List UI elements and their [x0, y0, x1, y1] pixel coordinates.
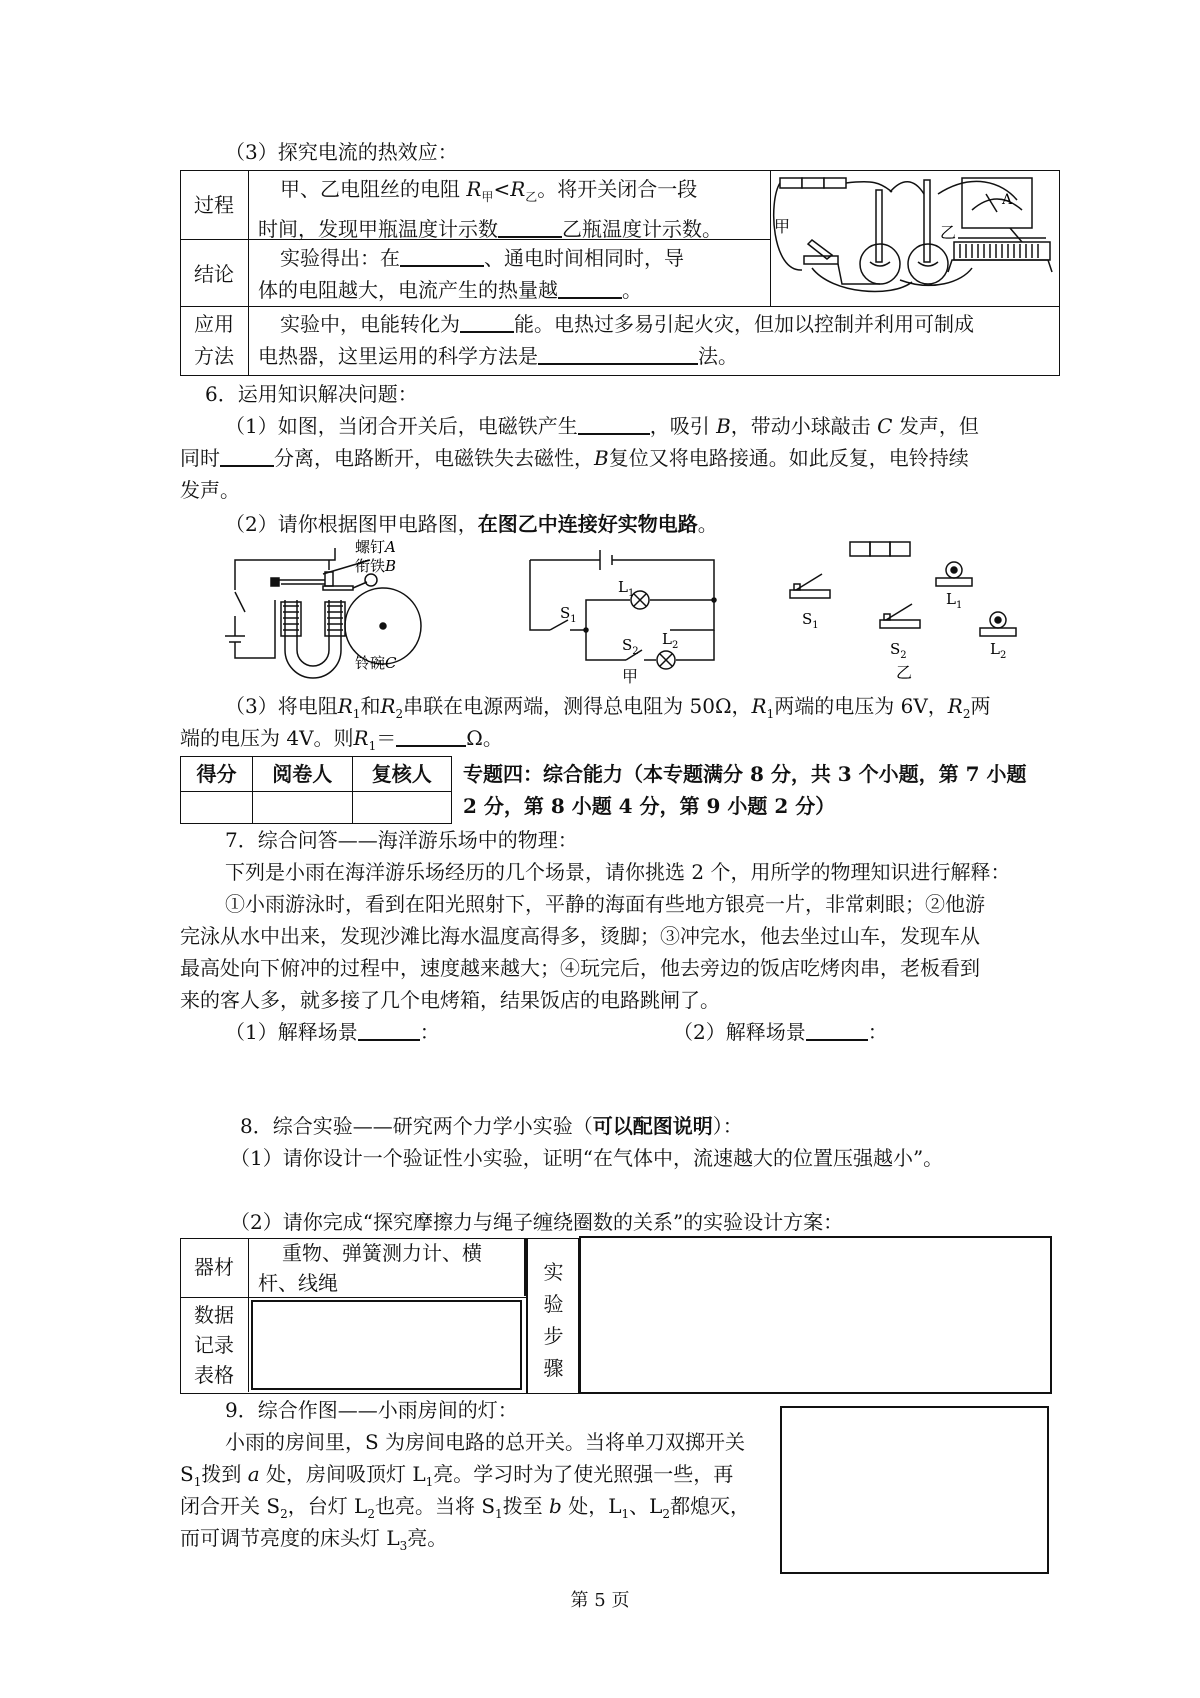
q6-p2: （2）请你根据图甲电路图，在图乙中连接好实物电路。	[225, 512, 718, 536]
equipment-label: 器材	[194, 1255, 234, 1279]
q7-line5: 来的客人多，就多接了几个电烤箱，结果饭店的电路跳闸了。	[180, 988, 720, 1012]
score-header: 得分	[181, 757, 253, 792]
q7-answer1: （1）解释场景 ：	[225, 1020, 440, 1044]
data-table-field[interactable]	[251, 1300, 522, 1390]
q6-title: 6．运用知识解决问题：	[205, 382, 418, 406]
table-divider	[770, 170, 771, 306]
q7-answer2: （2）解释场景 ：	[673, 1020, 888, 1044]
data-record-label: 数据 记录 表格	[194, 1303, 234, 1387]
equipment-value: 重物、弹簧测力计、横 杆、线绳	[258, 1241, 482, 1295]
q9-title: 9．综合作图——小雨房间的灯：	[225, 1398, 518, 1422]
table-divider	[180, 306, 1060, 307]
q9-line2: $S_1$拨到 a 处，房间吸顶灯 $L_1$亮。学习时为了使光照强一些，再	[180, 1462, 734, 1489]
physical-circuit-yi	[800, 540, 1020, 680]
screw-label: 螺钉A	[355, 538, 396, 556]
q7-title: 7．综合问答——海洋游乐场中的物理：	[225, 828, 578, 852]
circuit-S1-label: $S_1$	[560, 604, 577, 625]
topic-four-heading: 专题四：综合能力（本专题满分 8 分，共 3 个小题，第 7 小题 2 分，第 8 小题 4 分，第 9 小题 2 分）	[463, 762, 1027, 818]
bell-bowl-label: 铃碗C	[355, 654, 397, 672]
q8-p1: （1）请你设计一个验证性小实验，证明“在气体中，流速越大的位置压强越小”。	[230, 1146, 944, 1170]
row-label-method: 应用 方法	[194, 312, 234, 368]
physical-yi-caption: 乙	[896, 663, 913, 682]
q7-line4: 最高处向下俯冲的过程中，速度越来越大；④玩完后，他去旁边的饭店吃烤肉串，老板看到	[180, 956, 980, 980]
q6-p1-line3: 发声。	[180, 478, 240, 502]
q9-line4: 而可调节亮度的床头灯 $L_3$亮。	[180, 1526, 448, 1553]
row-label-process: 过程	[194, 193, 234, 217]
q8-title: 8．综合实验——研究两个力学小实验（可以配图说明）：	[240, 1114, 743, 1138]
q8-p2: （2）请你完成“探究摩擦力与绳子缠绕圈数的关系”的实验设计方案：	[230, 1210, 844, 1234]
q9-drawing-box[interactable]	[780, 1406, 1049, 1574]
row-method-text: 实验中，电能转化为 能。电热过多易引起火灾，但加以控制并利用可制成 电热器，这里运用的科学方法是 法。	[258, 312, 974, 368]
physical-L1-label: $L_1$	[946, 590, 963, 611]
circuit-jia-caption: 甲	[622, 667, 639, 686]
circuit-L1-label: $L_1$	[618, 578, 635, 599]
grader-header: 阅卷人	[253, 757, 352, 792]
flask-jia-label: 甲	[774, 217, 791, 236]
electric-bell-figure	[225, 540, 465, 670]
physical-L2-label: $L_2$	[990, 640, 1007, 661]
ammeter-label: A	[1002, 192, 1013, 208]
row-label-conclusion: 结论	[194, 262, 234, 286]
row-conclusion-text: 实验得出：在 、通电时间相同时，导 体的电阻越大，电流产生的热量越 。	[258, 246, 684, 302]
flask-yi-label: 乙	[940, 223, 957, 242]
grader-cell[interactable]	[253, 792, 352, 824]
q9-line3: 闭合开关 $S_2$，台灯 $L_2$也亮。当将 $S_1$拨至 b 处，$L_1$、$L_2$都熄灭，	[180, 1494, 751, 1521]
score-table	[180, 756, 452, 824]
q7-line3: 完泳从水中出来，发现沙滩比海水温度高得多，烫脚；③冲完水，他去坐过山车，发现车从	[180, 924, 980, 948]
armature-label: 衔铁B	[355, 557, 397, 575]
q6-p3-line1: （3）将电阻$R_1$和$R_2$串联在电源两端，测得总电阻为 50Ω，$R_1$两端的电压为 6V，$R_2$两	[225, 694, 991, 721]
score-cell[interactable]	[181, 792, 253, 824]
q6-p3-line2: 端的电压为 4V。则$R_1= \Omega$。	[180, 726, 503, 753]
q9-line1: 小雨的房间里，S 为房间电路的总开关。当将单刀双掷开关	[225, 1430, 746, 1454]
q6-p1-line1: （1）如图，当闭合开关后，电磁铁产生 ，吸引 B，带动小球敲击 C 发声，但	[225, 414, 979, 438]
physical-S2-label: $S_2$	[890, 640, 907, 661]
page-number: 第 5 页	[570, 1590, 630, 1611]
table-divider	[248, 170, 249, 375]
q7-line2: ①小雨游泳时，看到在阳光照射下，平静的海面有些地方银亮一片，非常刺眼；②他游	[225, 892, 985, 916]
circuit-diagram-jia	[530, 550, 730, 686]
table-divider	[248, 1238, 249, 1392]
q7-line1: 下列是小雨在海洋游乐场经历的几个场景，请你挑选 2 个，用所学的物理知识进行解释：	[225, 860, 1011, 884]
reviewer-header: 复核人	[352, 757, 452, 792]
q6-p1-line2: 同时 分离，电路断开，电磁铁失去磁性，B复位又将电路接通。如此反复，电铃持续	[180, 446, 969, 470]
row-process-text: 甲、乙电阻丝的电阻 $R_甲<R_乙$。将开关闭合一段 时间，发现甲瓶温度计示数 乙瓶温度计示数。	[258, 177, 722, 241]
circuit-S2-label: $S_2$	[622, 636, 639, 657]
reviewer-cell[interactable]	[352, 792, 452, 824]
experiment-steps-field[interactable]	[579, 1236, 1052, 1394]
steps-label: 实 验 步 骤	[543, 1260, 564, 1380]
circuit-L2-label: $L_2$	[662, 630, 679, 651]
physical-S1-label: $S_1$	[802, 610, 819, 631]
q5-3-title: （3）探究电流的热效应：	[225, 140, 458, 164]
heat-effect-apparatus-figure	[772, 172, 1058, 305]
